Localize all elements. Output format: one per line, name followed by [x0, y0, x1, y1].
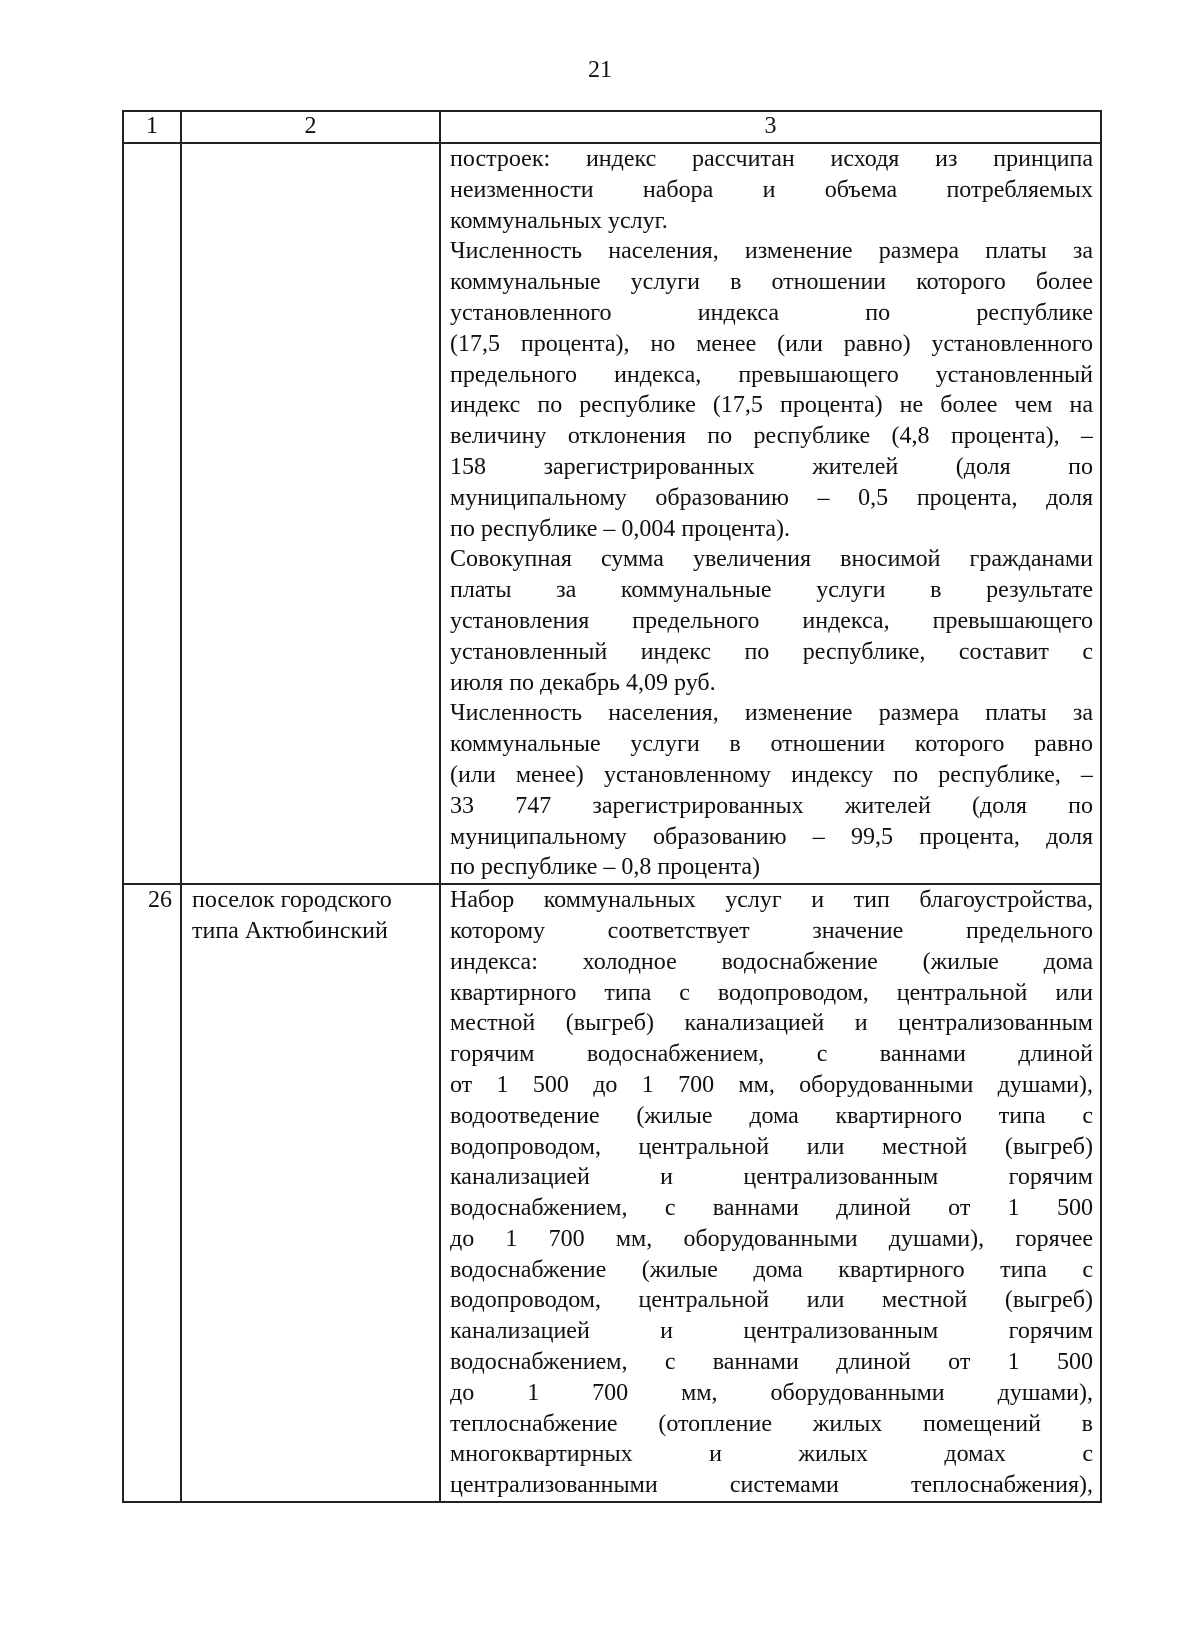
description-line: централизованными системами теплоснабжения),	[450, 1472, 1093, 1499]
description-line: канализацией и централизованным горячим	[450, 1318, 1093, 1345]
description-line: квартирного типа с водопроводом, центральной или	[450, 979, 1093, 1006]
settlement-name-line: поселок городского	[192, 887, 392, 914]
description-line: водоснабжением, с ваннами длиной от 1 500	[450, 1195, 1093, 1222]
description-line: величину отклонения по республике (4,8 процента), –	[450, 423, 1093, 450]
settlement-name-line: типа Актюбинский	[192, 917, 388, 944]
description-line: водопроводом, центральной или местной (выгреб)	[450, 1287, 1093, 1314]
row-number-cell	[123, 143, 181, 884]
description-line: Численность населения, изменение размера платы за	[450, 238, 1093, 265]
data-table	[122, 110, 1102, 1503]
description-line: платы за коммунальные услуги в результате	[450, 577, 1093, 604]
description-line: муниципальному образованию – 0,5 процента, доля	[450, 484, 1093, 511]
description-line: водоотведение (жилые дома квартирного типа с	[450, 1102, 1093, 1129]
settlement-name-cell	[181, 884, 440, 1502]
description-line: 158 зарегистрированных жителей (доля по	[450, 453, 1093, 480]
settlement-name-cell	[181, 143, 440, 884]
description-cell	[440, 884, 1101, 1502]
description-line: водоснабжением, с ваннами длиной от 1 500	[450, 1349, 1093, 1376]
header-col-3: 3	[440, 111, 1101, 143]
description-line: установленный индекс по республике, составит с	[450, 638, 1093, 665]
description-line: водоснабжение (жилые дома квартирного типа с	[450, 1256, 1093, 1283]
description-line: муниципальному образованию – 99,5 процента, доля	[450, 823, 1093, 850]
description-line: до 1 700 мм, оборудованными душами),	[450, 1379, 1093, 1406]
description-line: индекс по республике (17,5 процента) не более чем на	[450, 392, 1093, 419]
description-line: 33 747 зарегистрированных жителей (доля по	[450, 792, 1093, 819]
description-line: которому соответствует значение предельного	[450, 917, 1093, 944]
description-line: установления предельного индекса, превышающего	[450, 607, 1093, 634]
description-line: многоквартирных и жилых домах с	[450, 1441, 1093, 1468]
description-line: канализацией и централизованным горячим	[450, 1164, 1093, 1191]
description-line: по республике – 0,8 процента)	[450, 854, 761, 881]
description-line: построек: индекс рассчитан исходя из принципа	[450, 146, 1093, 172]
description-line: июля по декабрь 4,09 руб.	[450, 669, 716, 696]
description-line: коммунальных услуг.	[450, 207, 668, 234]
description-line: неизменности набора и объема потребляемых	[450, 176, 1093, 203]
description-line: (или менее) установленному индексу по республике, –	[450, 761, 1093, 788]
description-line: водопроводом, центральной или местной (выгреб)	[450, 1133, 1093, 1160]
description-line: (17,5 процента), но менее (или равно) установленного	[450, 330, 1093, 357]
description-line: от 1 500 до 1 700 мм, оборудованными душами),	[450, 1071, 1093, 1098]
description-line: до 1 700 мм, оборудованными душами), горячее	[450, 1225, 1093, 1252]
description-line: коммунальные услуги в отношении которого более	[450, 269, 1093, 296]
description-line: установленного индекса по республике	[450, 299, 1093, 326]
description-line: Набор коммунальных услуг и тип благоустройства,	[450, 887, 1093, 914]
table-row-continued	[123, 143, 1101, 884]
description-line: коммунальные услуги в отношении которого равно	[450, 731, 1093, 758]
page-number: 21	[588, 57, 612, 83]
header-col-1: 1	[123, 111, 181, 143]
row-number-cell: 26	[123, 884, 181, 1502]
table-row-26	[123, 884, 1101, 1502]
description-line: предельного индекса, превышающего установленный	[450, 361, 1093, 388]
header-col-2: 2	[181, 111, 440, 143]
description-line: Совокупная сумма увеличения вносимой гражданами	[450, 546, 1093, 573]
description-line: Численность населения, изменение размера платы за	[450, 700, 1093, 727]
table-header-row	[123, 111, 1101, 143]
description-line: теплоснабжение (отопление жилых помещений в	[450, 1410, 1093, 1437]
description-line: горячим водоснабжением, с ваннами длиной	[450, 1041, 1093, 1068]
description-line: местной (выгреб) канализацией и централизованным	[450, 1010, 1093, 1037]
description-line: по республике – 0,004 процента).	[450, 515, 791, 542]
description-cell	[440, 143, 1101, 884]
description-line: индекса: холодное водоснабжение (жилые дома	[450, 948, 1093, 975]
